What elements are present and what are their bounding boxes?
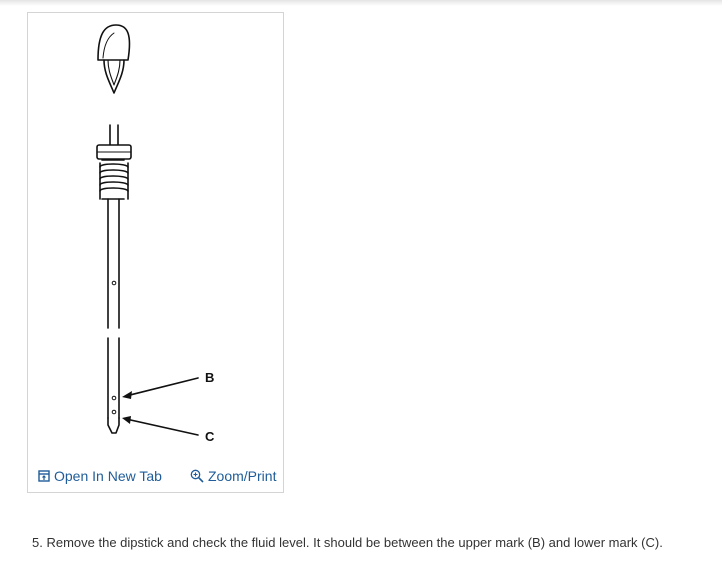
figure-card [27, 12, 284, 493]
zoom-in-icon [190, 469, 204, 483]
zoom-print-link[interactable] [190, 468, 276, 484]
zoom-print-label: Zoom/Print [208, 468, 277, 484]
callout-b-label: B [205, 370, 215, 385]
open-new-tab-label: Open In New Tab [54, 468, 162, 484]
figure-actions [28, 468, 283, 490]
callout-c-label: C [205, 429, 215, 444]
open-new-tab-link[interactable] [38, 468, 162, 484]
instruction-text: 5. Remove the dipstick and check the fluid level. It should be between the upper mark (B) and lower mark (C). [32, 535, 663, 550]
dipstick-illustration [28, 13, 283, 463]
top-shadow [0, 0, 722, 6]
open-new-tab-icon [38, 470, 50, 482]
